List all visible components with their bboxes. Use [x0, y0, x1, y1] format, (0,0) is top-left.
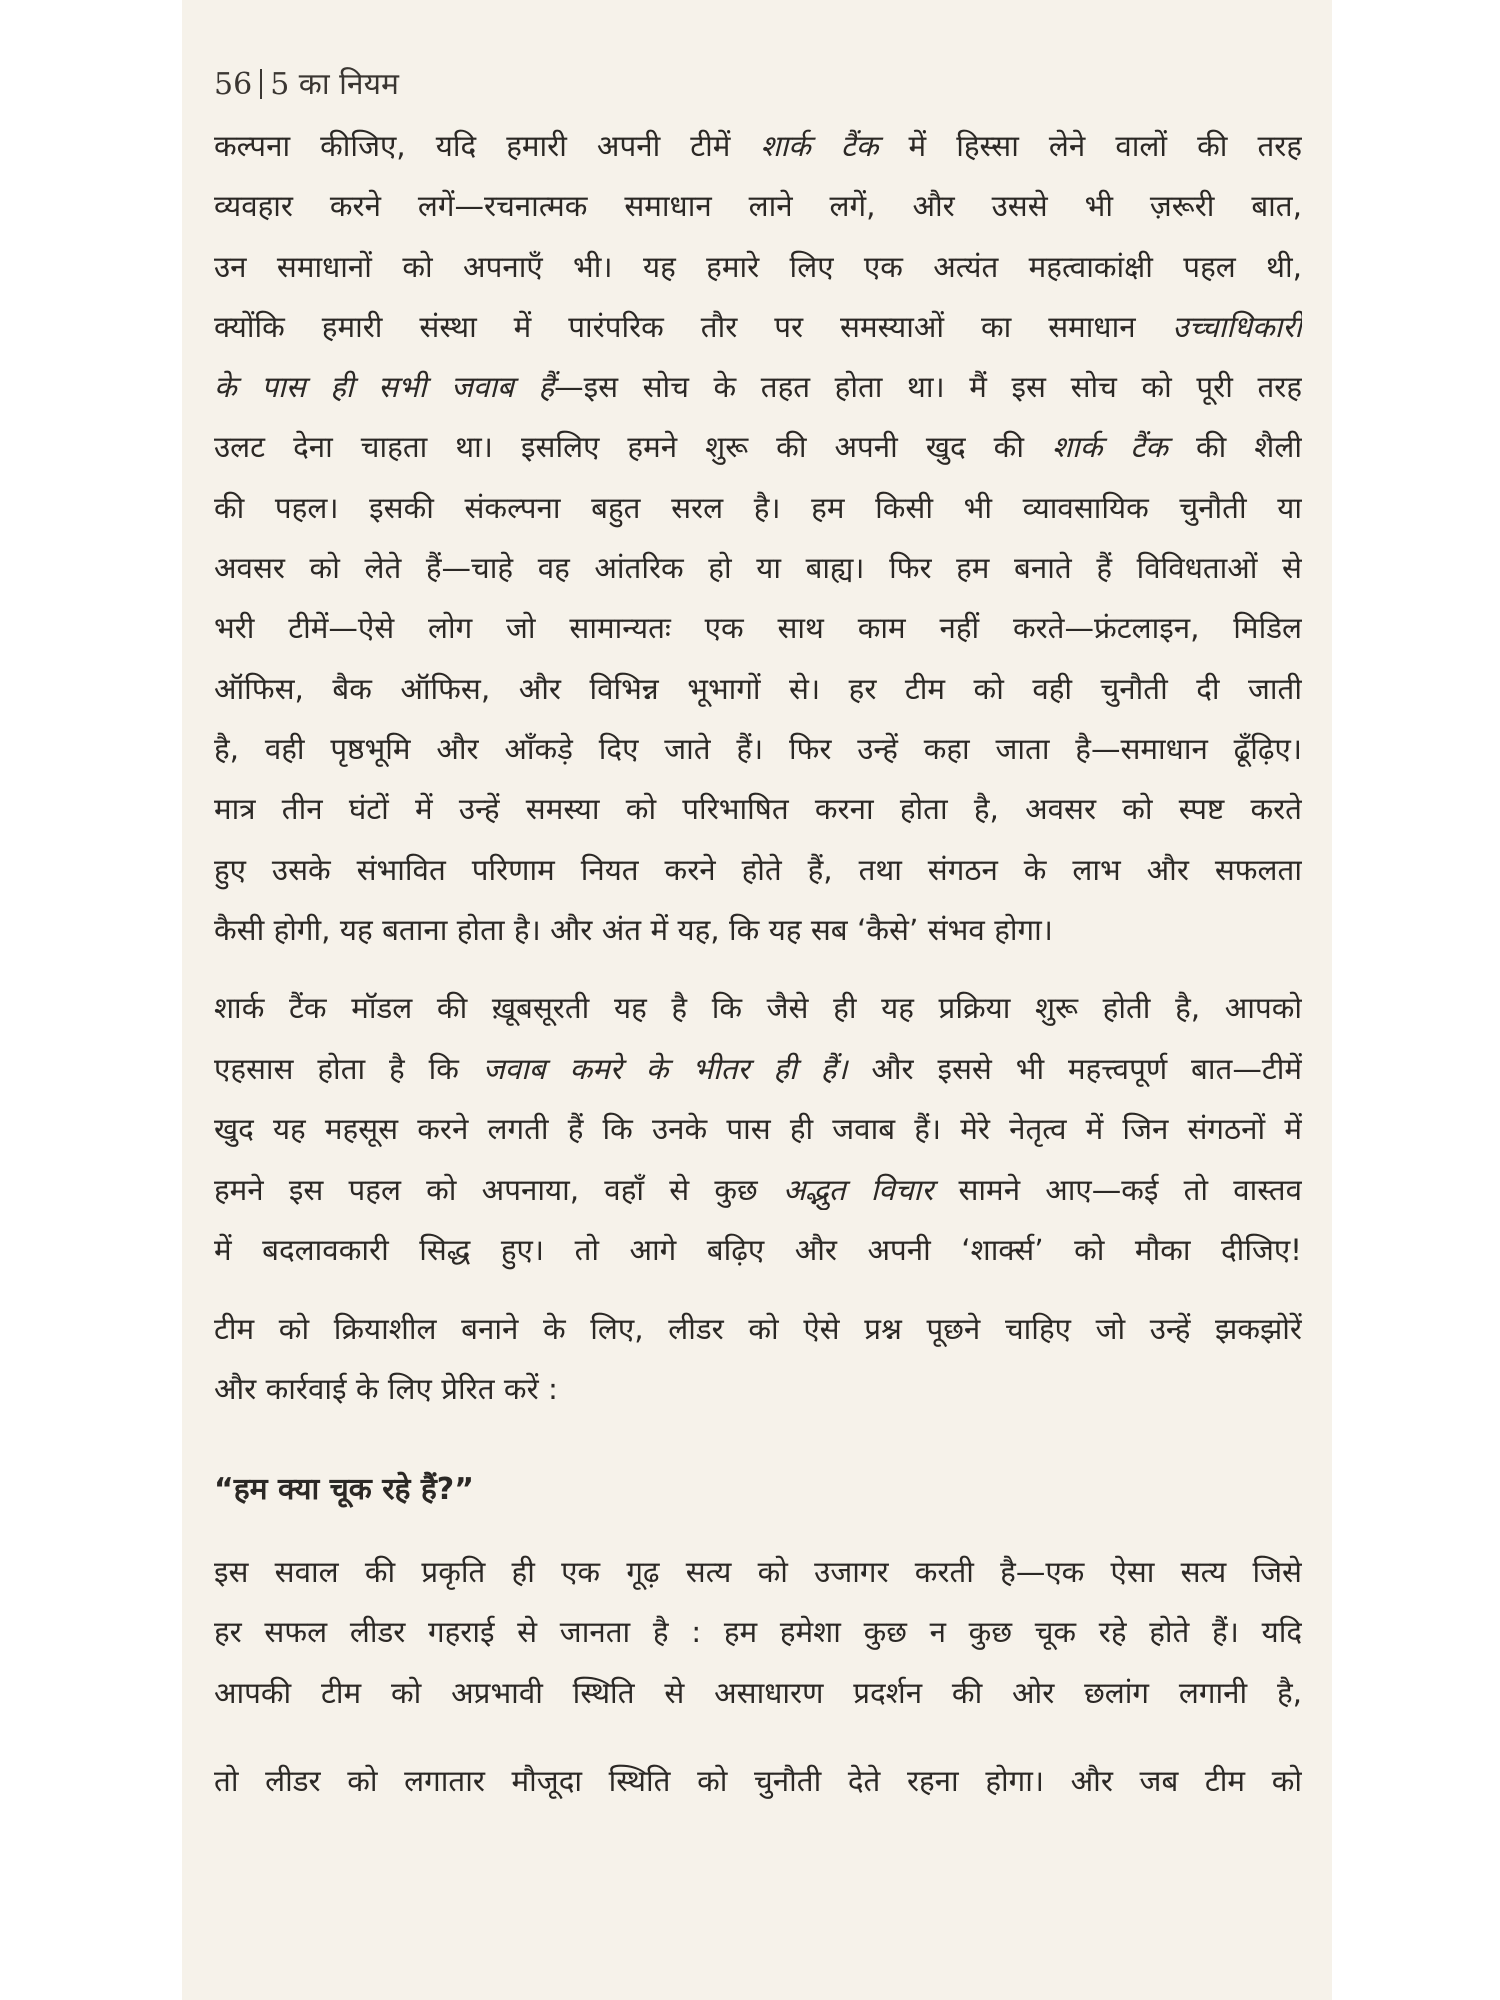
text-line: हमने इस पहल को अपनाया, वहाँ से कुछ अद्भुत विचार सामने आए—कई तो वास्तव: [214, 1173, 1302, 1207]
text-line: कैसी होगी, यह बताना होता है। और अंत में यह, कि यह सब ‘कैसे’ संभव होगा।: [214, 913, 1053, 947]
text-line: मात्र तीन घंटों में उन्हें समस्या को परिभाषित करना होता है, अवसर को स्पष्ट करते: [214, 792, 1302, 826]
emphasis: जवाब कमरे के भीतर ही हैं।: [482, 1052, 848, 1086]
text-line: एहसास होता है कि जवाब कमरे के भीतर ही हैं। और इससे भी महत्त्वपूर्ण बात—टीमें: [214, 1052, 1302, 1086]
text-line: उन समाधानों को अपनाएँ भी। यह हमारे लिए एक अत्यंत महत्वाकांक्षी पहल थी,: [214, 250, 1302, 284]
emphasis: उच्चाधिकारी: [1172, 310, 1302, 344]
emphasis: के पास ही सभी जवाब हैं: [214, 370, 555, 404]
text-line: है, वही पृष्ठभूमि और आँकड़े दिए जाते हैं। फिर उन्हें कहा जाता है—समाधान ढूँढ़िए।: [214, 732, 1302, 766]
text-line: भरी टीमें—ऐसे लोग जो सामान्यतः एक साथ काम नहीं करते—फ्रंटलाइन, मिडिल: [214, 611, 1302, 645]
text-line: इस सवाल की प्रकृति ही एक गूढ़ सत्य को उजागर करती है—एक ऐसा सत्य जिसे: [214, 1555, 1302, 1589]
section-heading: “हम क्या चूक रहे हैं?”: [214, 1472, 474, 1507]
running-header: [214, 62, 399, 103]
text-line: अवसर को लेते हैं—चाहे वह आंतरिक हो या बाह्य। फिर हम बनाते हैं विविधताओं से: [214, 551, 1302, 585]
text-line: टीम को क्रियाशील बनाने के लिए, लीडर को ऐसे प्रश्न पूछने चाहिए जो उन्हें झकझोरें: [214, 1312, 1302, 1346]
text-line: के पास ही सभी जवाब हैं—इस सोच के तहत होता था। मैं इस सोच को पूरी तरह: [214, 370, 1302, 404]
emphasis: शार्क टैंक: [1052, 430, 1168, 464]
text-line: में बदलावकारी सिद्ध हुए। तो आगे बढ़िए और अपनी ‘शार्क्स’ को मौका दीजिए!: [214, 1233, 1302, 1267]
text-line: आपकी टीम को अप्रभावी स्थिति से असाधारण प्रदर्शन की ओर छलांग लगानी है,: [214, 1676, 1302, 1710]
text-line: और कार्रवाई के लिए प्रेरित करें :: [214, 1372, 558, 1406]
text-line: शार्क टैंक मॉडल की ख़ूबसूरती यह है कि जैसे ही यह प्रक्रिया शुरू होती है, आपको: [214, 991, 1302, 1025]
text-line: क्योंकि हमारी संस्था में पारंपरिक तौर पर समस्याओं का समाधान उच्चाधिकारी: [214, 310, 1302, 344]
book-page: [182, 0, 1332, 2000]
text-line: खुद यह महसूस करने लगती हैं कि उनके पास ही जवाब हैं। मेरे नेतृत्व में जिन संगठनों में: [214, 1112, 1302, 1146]
text-line: व्यवहार करने लगें—रचनात्मक समाधान लाने लगें, और उससे भी ज़रूरी बात,: [214, 189, 1302, 223]
header-divider: [260, 69, 262, 99]
chapter-title: 5 का नियम: [270, 67, 399, 102]
text-line: उलट देना चाहता था। इसलिए हमने शुरू की अपनी खुद की शार्क टैंक की शैली: [214, 430, 1302, 464]
text-line: तो लीडर को लगातार मौजूदा स्थिति को चुनौती देते रहना होगा। और जब टीम को: [214, 1764, 1302, 1798]
emphasis: शार्क टैंक: [760, 129, 879, 163]
emphasis: अद्भुत विचार: [782, 1173, 934, 1207]
text-line: हुए उसके संभावित परिणाम नियत करने होते हैं, तथा संगठन के लाभ और सफलता: [214, 853, 1302, 887]
text-line: हर सफल लीडर गहराई से जानता है : हम हमेशा कुछ न कुछ चूक रहे होते हैं। यदि: [214, 1615, 1302, 1649]
text-line: ऑफिस, बैक ऑफिस, और विभिन्न भूभागों से। हर टीम को वही चुनौती दी जाती: [214, 672, 1302, 706]
text-line: कल्पना कीजिए, यदि हमारी अपनी टीमें शार्क टैंक में हिस्सा लेने वालों की तरह: [214, 129, 1302, 163]
page-number: 56: [214, 67, 253, 102]
text-line: की पहल। इसकी संकल्पना बहुत सरल है। हम किसी भी व्यावसायिक चुनौती या: [214, 491, 1302, 525]
